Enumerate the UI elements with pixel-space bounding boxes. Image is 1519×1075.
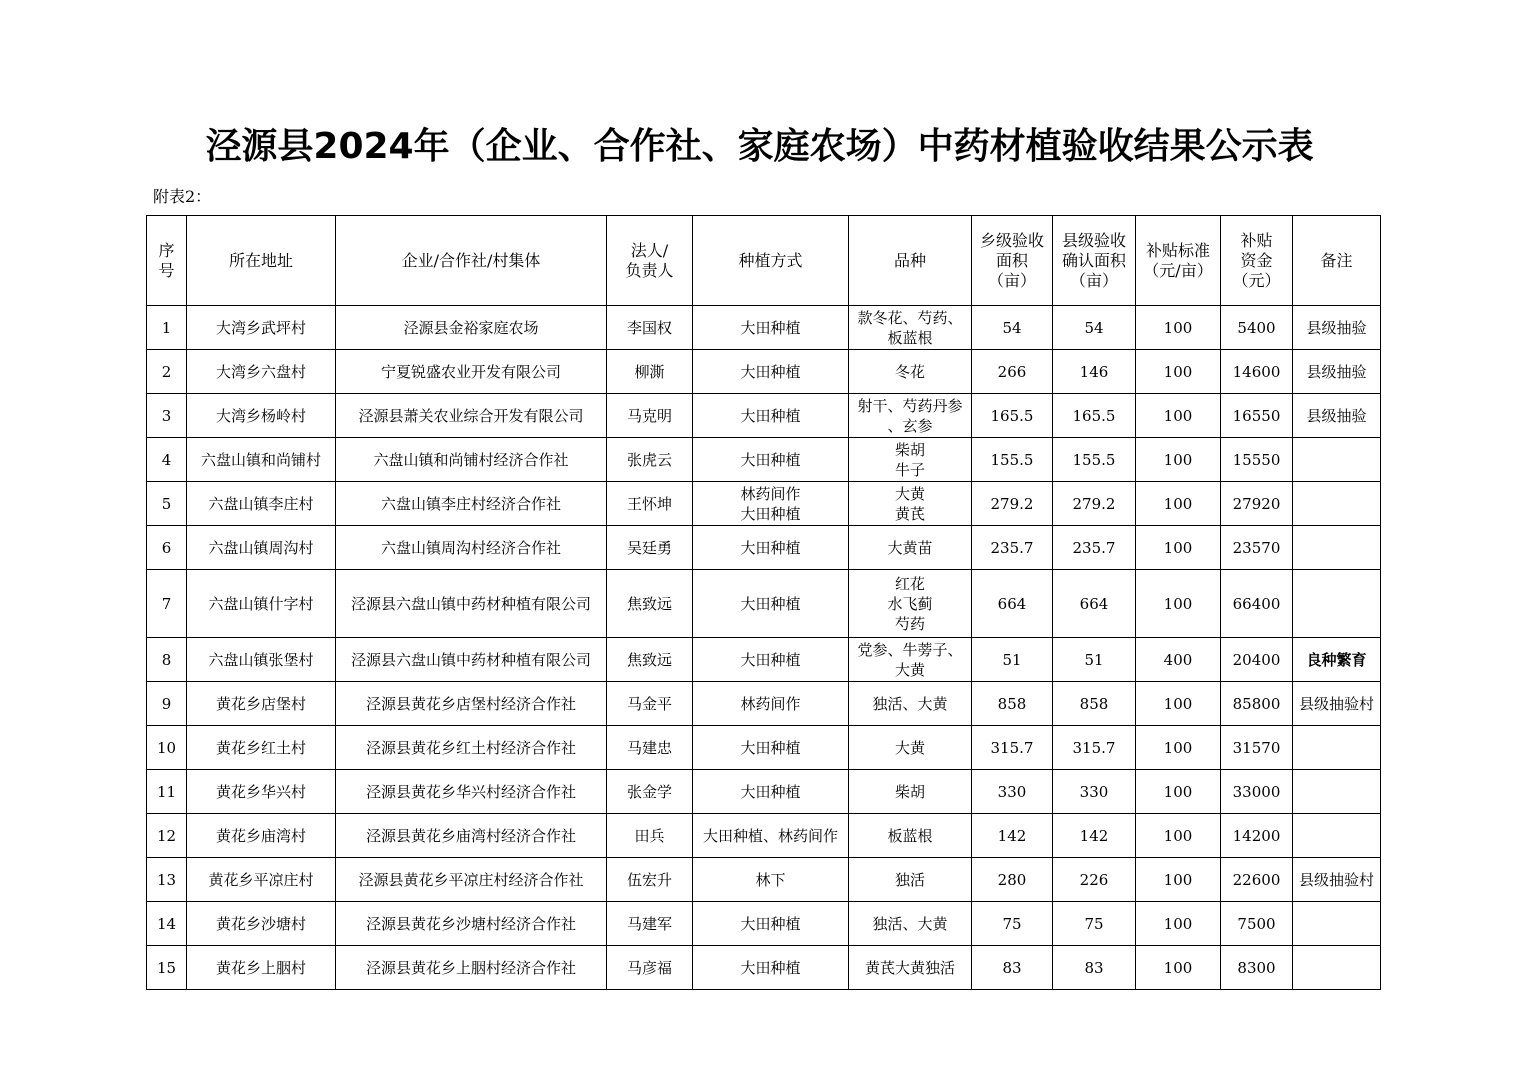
cell-township-area: 280 bbox=[972, 858, 1053, 902]
cell-variety: 独活 bbox=[849, 858, 972, 902]
cell-subsidy-rate: 100 bbox=[1136, 570, 1221, 638]
cell-subsidy-rate: 100 bbox=[1136, 946, 1221, 990]
cell-index: 4 bbox=[147, 438, 187, 482]
cell-county-area: 279.2 bbox=[1053, 482, 1136, 526]
cell-method: 大田种植 bbox=[693, 638, 849, 682]
cell-subsidy-rate: 100 bbox=[1136, 526, 1221, 570]
cell-entity: 六盘山镇和尚铺村经济合作社 bbox=[336, 438, 607, 482]
cell-subsidy-rate: 100 bbox=[1136, 394, 1221, 438]
table-row bbox=[147, 482, 1381, 526]
cell-representative: 马金平 bbox=[607, 682, 693, 726]
cell-notes bbox=[1293, 526, 1381, 570]
cell-method: 大田种植 bbox=[693, 726, 849, 770]
cell-variety: 大黄 bbox=[849, 726, 972, 770]
cell-representative: 张虎云 bbox=[607, 438, 693, 482]
cell-entity: 六盘山镇周沟村经济合作社 bbox=[336, 526, 607, 570]
cell-method: 大田种植 bbox=[693, 902, 849, 946]
table-row bbox=[147, 570, 1381, 638]
cell-representative: 马彦福 bbox=[607, 946, 693, 990]
cell-address: 六盘山镇和尚铺村 bbox=[187, 438, 336, 482]
cell-representative: 马建忠 bbox=[607, 726, 693, 770]
cell-subsidy-rate: 100 bbox=[1136, 350, 1221, 394]
cell-notes bbox=[1293, 726, 1381, 770]
cell-method: 林药间作 bbox=[693, 682, 849, 726]
cell-method: 大田种植 bbox=[693, 306, 849, 350]
cell-variety: 独活、大黄 bbox=[849, 902, 972, 946]
cell-notes: 县级抽验村 bbox=[1293, 682, 1381, 726]
cell-representative: 李国权 bbox=[607, 306, 693, 350]
cell-township-area: 664 bbox=[972, 570, 1053, 638]
cell-index: 8 bbox=[147, 638, 187, 682]
cell-entity: 泾源县黄花乡红土村经济合作社 bbox=[336, 726, 607, 770]
cell-address: 黄花乡店堡村 bbox=[187, 682, 336, 726]
cell-entity: 泾源县六盘山镇中药材种植有限公司 bbox=[336, 570, 607, 638]
cell-entity: 泾源县黄花乡平凉庄村经济合作社 bbox=[336, 858, 607, 902]
cell-method: 大田种植、林药间作 bbox=[693, 814, 849, 858]
cell-subsidy-amount: 14600 bbox=[1221, 350, 1293, 394]
header-entity: 企业/合作社/村集体 bbox=[336, 216, 607, 306]
cell-county-area: 155.5 bbox=[1053, 438, 1136, 482]
cell-representative: 伍宏升 bbox=[607, 858, 693, 902]
table-row bbox=[147, 902, 1381, 946]
cell-subsidy-amount: 5400 bbox=[1221, 306, 1293, 350]
cell-notes bbox=[1293, 482, 1381, 526]
cell-entity: 泾源县黄花乡沙塘村经济合作社 bbox=[336, 902, 607, 946]
table-row bbox=[147, 350, 1381, 394]
cell-address: 大湾乡武坪村 bbox=[187, 306, 336, 350]
cell-index: 1 bbox=[147, 306, 187, 350]
cell-index: 12 bbox=[147, 814, 187, 858]
cell-method: 大田种植 bbox=[693, 394, 849, 438]
cell-address: 黄花乡红土村 bbox=[187, 726, 336, 770]
cell-index: 6 bbox=[147, 526, 187, 570]
cell-township-area: 83 bbox=[972, 946, 1053, 990]
cell-entity: 六盘山镇李庄村经济合作社 bbox=[336, 482, 607, 526]
cell-method: 大田种植 bbox=[693, 438, 849, 482]
cell-notes bbox=[1293, 902, 1381, 946]
cell-notes: 县级抽验村 bbox=[1293, 858, 1381, 902]
cell-variety: 黄芪大黄独活 bbox=[849, 946, 972, 990]
table-row bbox=[147, 306, 1381, 350]
cell-index: 3 bbox=[147, 394, 187, 438]
page-title: 泾源县2024年（企业、合作社、家庭农场）中药材植验收结果公示表 bbox=[205, 126, 1314, 167]
cell-township-area: 279.2 bbox=[972, 482, 1053, 526]
cell-subsidy-amount: 16550 bbox=[1221, 394, 1293, 438]
header-representative: 法人/ 负责人 bbox=[607, 216, 693, 306]
cell-method: 大田种植 bbox=[693, 770, 849, 814]
cell-subsidy-amount: 27920 bbox=[1221, 482, 1293, 526]
cell-subsidy-rate: 100 bbox=[1136, 682, 1221, 726]
cell-index: 2 bbox=[147, 350, 187, 394]
cell-address: 大湾乡六盘村 bbox=[187, 350, 336, 394]
table-row bbox=[147, 858, 1381, 902]
cell-county-area: 75 bbox=[1053, 902, 1136, 946]
cell-township-area: 142 bbox=[972, 814, 1053, 858]
cell-subsidy-amount: 8300 bbox=[1221, 946, 1293, 990]
cell-county-area: 146 bbox=[1053, 350, 1136, 394]
cell-notes bbox=[1293, 814, 1381, 858]
cell-variety: 柴胡 bbox=[849, 770, 972, 814]
cell-county-area: 664 bbox=[1053, 570, 1136, 638]
header-variety: 品种 bbox=[849, 216, 972, 306]
cell-county-area: 142 bbox=[1053, 814, 1136, 858]
cell-subsidy-rate: 100 bbox=[1136, 726, 1221, 770]
cell-subsidy-rate: 100 bbox=[1136, 858, 1221, 902]
cell-entity: 泾源县萧关农业综合开发有限公司 bbox=[336, 394, 607, 438]
cell-subsidy-amount: 66400 bbox=[1221, 570, 1293, 638]
cell-variety: 板蓝根 bbox=[849, 814, 972, 858]
cell-index: 5 bbox=[147, 482, 187, 526]
cell-township-area: 165.5 bbox=[972, 394, 1053, 438]
cell-index: 9 bbox=[147, 682, 187, 726]
cell-index: 13 bbox=[147, 858, 187, 902]
cell-variety: 冬花 bbox=[849, 350, 972, 394]
cell-county-area: 51 bbox=[1053, 638, 1136, 682]
cell-representative: 张金学 bbox=[607, 770, 693, 814]
header-address: 所在地址 bbox=[187, 216, 336, 306]
header-subsidy-amount: 补贴 资金 （元） bbox=[1221, 216, 1293, 306]
cell-address: 黄花乡上胭村 bbox=[187, 946, 336, 990]
cell-representative: 马建军 bbox=[607, 902, 693, 946]
table-row bbox=[147, 726, 1381, 770]
cell-method: 大田种植 bbox=[693, 570, 849, 638]
cell-representative: 王怀坤 bbox=[607, 482, 693, 526]
table-body bbox=[147, 306, 1381, 990]
table-row bbox=[147, 438, 1381, 482]
cell-address: 黄花乡沙塘村 bbox=[187, 902, 336, 946]
header-method: 种植方式 bbox=[693, 216, 849, 306]
cell-notes bbox=[1293, 570, 1381, 638]
subtitle: 附表2： bbox=[153, 187, 212, 206]
cell-county-area: 858 bbox=[1053, 682, 1136, 726]
cell-subsidy-rate: 100 bbox=[1136, 902, 1221, 946]
table-row bbox=[147, 814, 1381, 858]
cell-county-area: 315.7 bbox=[1053, 726, 1136, 770]
cell-subsidy-amount: 14200 bbox=[1221, 814, 1293, 858]
cell-variety: 款冬花、芍药、 板蓝根 bbox=[849, 306, 972, 350]
cell-entity: 宁夏锐盛农业开发有限公司 bbox=[336, 350, 607, 394]
header-township-area: 乡级验收 面积 （亩） bbox=[972, 216, 1053, 306]
table-row bbox=[147, 526, 1381, 570]
cell-method: 大田种植 bbox=[693, 350, 849, 394]
cell-subsidy-rate: 100 bbox=[1136, 770, 1221, 814]
cell-subsidy-rate: 100 bbox=[1136, 438, 1221, 482]
cell-variety: 射干、芍药丹参 、玄参 bbox=[849, 394, 972, 438]
cell-method: 林药间作 大田种植 bbox=[693, 482, 849, 526]
cell-index: 15 bbox=[147, 946, 187, 990]
cell-entity: 泾源县金裕家庭农场 bbox=[336, 306, 607, 350]
cell-index: 7 bbox=[147, 570, 187, 638]
cell-township-area: 235.7 bbox=[972, 526, 1053, 570]
cell-address: 六盘山镇什字村 bbox=[187, 570, 336, 638]
cell-representative: 马克明 bbox=[607, 394, 693, 438]
cell-subsidy-amount: 23570 bbox=[1221, 526, 1293, 570]
cell-township-area: 266 bbox=[972, 350, 1053, 394]
table-row bbox=[147, 394, 1381, 438]
cell-county-area: 226 bbox=[1053, 858, 1136, 902]
cell-entity: 泾源县六盘山镇中药材种植有限公司 bbox=[336, 638, 607, 682]
cell-representative: 柳澌 bbox=[607, 350, 693, 394]
cell-subsidy-rate: 400 bbox=[1136, 638, 1221, 682]
cell-notes bbox=[1293, 946, 1381, 990]
cell-subsidy-amount: 7500 bbox=[1221, 902, 1293, 946]
cell-subsidy-amount: 33000 bbox=[1221, 770, 1293, 814]
cell-representative: 焦致远 bbox=[607, 570, 693, 638]
cell-notes: 县级抽验 bbox=[1293, 394, 1381, 438]
cell-township-area: 330 bbox=[972, 770, 1053, 814]
table-row bbox=[147, 946, 1381, 990]
cell-county-area: 83 bbox=[1053, 946, 1136, 990]
cell-county-area: 330 bbox=[1053, 770, 1136, 814]
cell-entity: 泾源县黄花乡上胭村经济合作社 bbox=[336, 946, 607, 990]
cell-variety: 大黄 黄芪 bbox=[849, 482, 972, 526]
cell-representative: 吴廷勇 bbox=[607, 526, 693, 570]
cell-address: 六盘山镇周沟村 bbox=[187, 526, 336, 570]
table-row bbox=[147, 682, 1381, 726]
cell-township-area: 51 bbox=[972, 638, 1053, 682]
header-subsidy-rate: 补贴标准 （元/亩） bbox=[1136, 216, 1221, 306]
cell-variety: 柴胡 牛子 bbox=[849, 438, 972, 482]
cell-address: 黄花乡庙湾村 bbox=[187, 814, 336, 858]
cell-notes: 良种繁育 bbox=[1293, 638, 1381, 682]
cell-notes: 县级抽验 bbox=[1293, 306, 1381, 350]
cell-county-area: 165.5 bbox=[1053, 394, 1136, 438]
cell-subsidy-rate: 100 bbox=[1136, 482, 1221, 526]
cell-address: 黄花乡平凉庄村 bbox=[187, 858, 336, 902]
cell-township-area: 858 bbox=[972, 682, 1053, 726]
cell-index: 10 bbox=[147, 726, 187, 770]
cell-variety: 红花 水飞蓟 芍药 bbox=[849, 570, 972, 638]
cell-subsidy-amount: 20400 bbox=[1221, 638, 1293, 682]
cell-notes bbox=[1293, 438, 1381, 482]
cell-subsidy-amount: 22600 bbox=[1221, 858, 1293, 902]
header-notes: 备注 bbox=[1293, 216, 1381, 306]
cell-township-area: 75 bbox=[972, 902, 1053, 946]
cell-variety: 党参、牛蒡子、 大黄 bbox=[849, 638, 972, 682]
cell-subsidy-amount: 31570 bbox=[1221, 726, 1293, 770]
cell-subsidy-rate: 100 bbox=[1136, 306, 1221, 350]
cell-entity: 泾源县黄花乡店堡村经济合作社 bbox=[336, 682, 607, 726]
cell-county-area: 54 bbox=[1053, 306, 1136, 350]
cell-notes: 县级抽验 bbox=[1293, 350, 1381, 394]
cell-variety: 独活、大黄 bbox=[849, 682, 972, 726]
cell-notes bbox=[1293, 770, 1381, 814]
cell-index: 11 bbox=[147, 770, 187, 814]
cell-subsidy-rate: 100 bbox=[1136, 814, 1221, 858]
table-row bbox=[147, 638, 1381, 682]
table-header-row bbox=[147, 216, 1381, 306]
cell-address: 大湾乡杨岭村 bbox=[187, 394, 336, 438]
cell-township-area: 54 bbox=[972, 306, 1053, 350]
cell-address: 六盘山镇张堡村 bbox=[187, 638, 336, 682]
cell-county-area: 235.7 bbox=[1053, 526, 1136, 570]
header-index: 序 号 bbox=[147, 216, 187, 306]
cell-subsidy-amount: 15550 bbox=[1221, 438, 1293, 482]
cell-representative: 田兵 bbox=[607, 814, 693, 858]
cell-township-area: 315.7 bbox=[972, 726, 1053, 770]
cell-method: 大田种植 bbox=[693, 946, 849, 990]
table-row bbox=[147, 770, 1381, 814]
cell-representative: 焦致远 bbox=[607, 638, 693, 682]
cell-address: 六盘山镇李庄村 bbox=[187, 482, 336, 526]
cell-method: 大田种植 bbox=[693, 526, 849, 570]
cell-entity: 泾源县黄花乡庙湾村经济合作社 bbox=[336, 814, 607, 858]
cell-entity: 泾源县黄花乡华兴村经济合作社 bbox=[336, 770, 607, 814]
cell-index: 14 bbox=[147, 902, 187, 946]
header-county-area: 县级验收 确认面积 （亩） bbox=[1053, 216, 1136, 306]
cell-variety: 大黄苗 bbox=[849, 526, 972, 570]
cell-township-area: 155.5 bbox=[972, 438, 1053, 482]
cell-address: 黄花乡华兴村 bbox=[187, 770, 336, 814]
results-table bbox=[146, 215, 1381, 990]
cell-subsidy-amount: 85800 bbox=[1221, 682, 1293, 726]
cell-method: 林下 bbox=[693, 858, 849, 902]
